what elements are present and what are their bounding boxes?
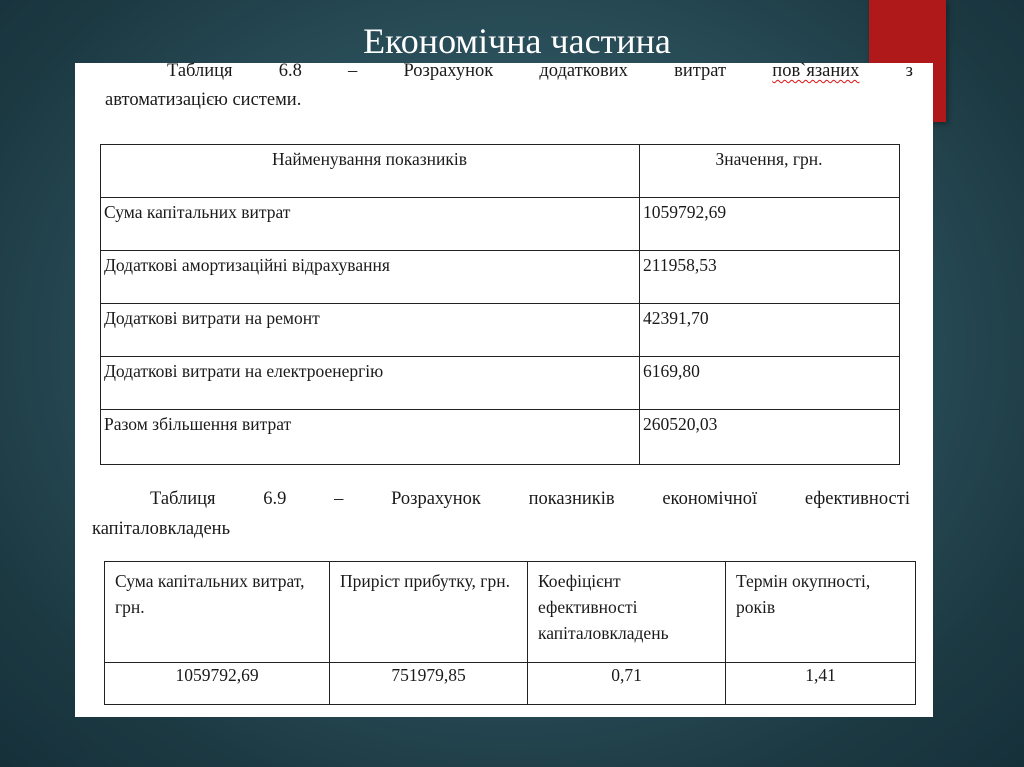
table-6-9 <box>104 561 916 705</box>
table-cell: 42391,70 <box>640 304 900 357</box>
table-cell: Додаткові витрати на ремонт <box>101 304 640 357</box>
table-row <box>101 410 900 465</box>
document-page <box>75 63 933 717</box>
table-6-9-caption: Таблиця 6.9 – Розрахунок показників економічної ефективності капіталовкладень <box>92 489 910 539</box>
slide-title: Економічна частина <box>363 21 671 61</box>
table-cell: 751979,85 <box>330 663 528 705</box>
table-cell: 1,41 <box>726 663 916 705</box>
column-header: Термін окупності, років <box>726 562 916 663</box>
spellcheck-word: пов`язаних <box>772 61 860 81</box>
table-6-8-caption: Таблиця 6.8 – Розрахунок додаткових витрат пов`язаних з автоматизацією системи. <box>105 61 913 110</box>
table-cell: 260520,03 <box>640 410 900 465</box>
table-cell: 211958,53 <box>640 251 900 304</box>
table-6-8 <box>100 144 900 465</box>
table-cell: 0,71 <box>528 663 726 705</box>
table-row <box>101 251 900 304</box>
table-header-row <box>101 145 900 198</box>
column-header: Приріст прибутку, грн. <box>330 562 528 663</box>
column-header: Значення, грн. <box>640 145 900 198</box>
table-cell: Додаткові амортизаційні відрахування <box>101 251 640 304</box>
table-cell: 1059792,69 <box>105 663 330 705</box>
table-row <box>101 198 900 251</box>
table-row <box>101 304 900 357</box>
table-cell: Додаткові витрати на електроенергію <box>101 357 640 410</box>
table-cell: 1059792,69 <box>640 198 900 251</box>
table-cell: Сума капітальних витрат <box>101 198 640 251</box>
column-header: Коефіцієнт ефективності капіталовкладень <box>528 562 726 663</box>
table-header-row <box>105 562 916 663</box>
column-header: Сума капітальних витрат, грн. <box>105 562 330 663</box>
table-cell: 6169,80 <box>640 357 900 410</box>
table-cell: Разом збільшення витрат <box>101 410 640 465</box>
column-header: Найменування показників <box>101 145 640 198</box>
table-row <box>101 357 900 410</box>
table-row <box>105 663 916 705</box>
